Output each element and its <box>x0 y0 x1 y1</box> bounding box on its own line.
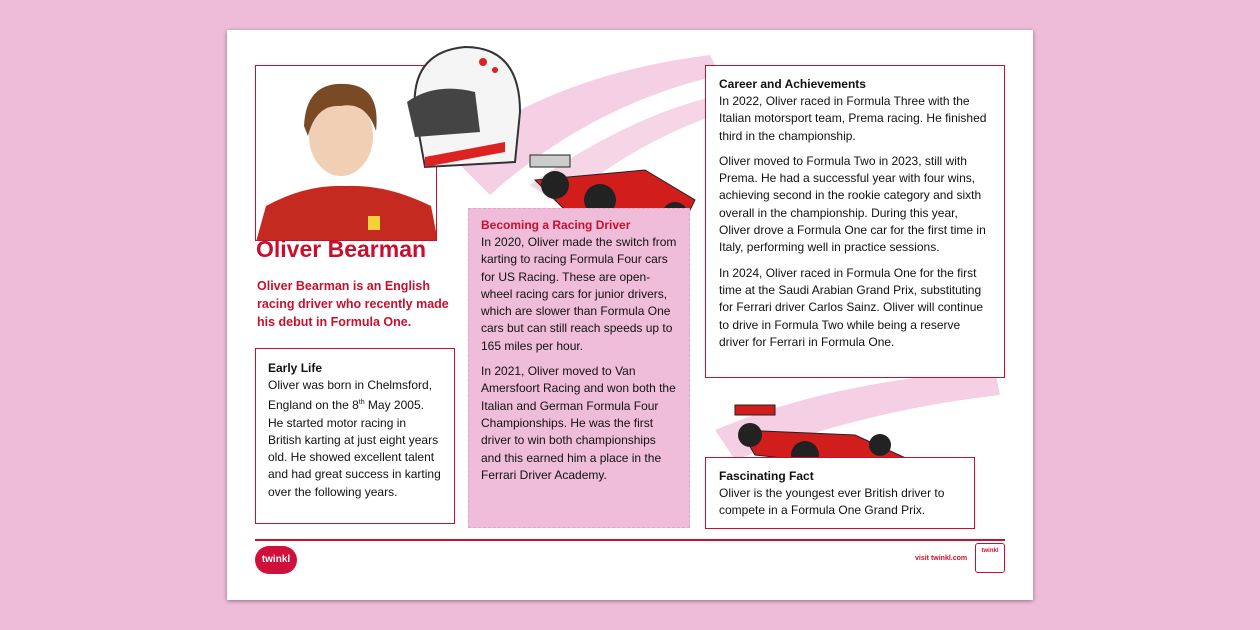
career-box <box>705 65 1005 378</box>
helmet-illustration <box>395 42 525 177</box>
visit-link[interactable]: visit twinkl.com <box>915 555 968 562</box>
becoming-paragraph-1: In 2020, Oliver made the switch from karting to racing Formula Four cars for US Racing. These are open-wheel racing cars for junior drivers, which are slower than Formula One cars but can still reach speeds up to 165 miles per hour. <box>481 235 677 353</box>
fact-box <box>705 457 975 529</box>
ordinal-suffix: th <box>358 399 365 407</box>
career-paragraph-3: In 2024, Oliver raced in Formula One for the first time at the Saudi Arabian Grand Prix, substituting for Ferrari driver Carlos Sainz. Oliver will continue to drive in Formula Two while being a reserve driver for Ferrari in Formula One. <box>719 265 984 349</box>
becoming-driver-box <box>468 208 690 528</box>
career-heading: Career and Achievements <box>719 77 866 91</box>
twinkl-logo: twinkl <box>255 546 297 574</box>
fact-heading: Fascinating Fact <box>719 469 814 483</box>
footer-divider <box>255 539 1005 541</box>
intro-text: Oliver Bearman is an English racing driver who recently made his debut in Formula One. <box>257 279 449 329</box>
career-paragraph-2: Oliver moved to Formula Two in 2023, still with Prema. He had a successful year with four wins, achieving second in the rookie category and sixth overall in the championship. During this year, Oliver drove a Formula One car for the first time in Italy, performing well in practice sessions. <box>719 153 986 255</box>
early-life-box <box>255 348 455 524</box>
quality-badge: twinkl <box>975 543 1005 573</box>
early-life-text <box>268 377 442 501</box>
fact-text: Oliver is the youngest ever British driver to compete in a Formula One Grand Prix. <box>719 486 945 518</box>
becoming-heading: Becoming a Racing Driver <box>481 218 631 232</box>
early-life-heading: Early Life <box>268 361 323 375</box>
early-life-text-b: May 2005. He started motor racing in British karting at just eight years old. He showed excellent talent and had great success in karting over the following years. <box>268 398 441 499</box>
becoming-paragraph-2: In 2021, Oliver moved to Van Amersfoort Racing and won both the Italian and German Formula Four Championships. He was the first driver to win both championships and this earned him a place in the Ferrari Driver Academy. <box>481 364 676 482</box>
early-life-text-a: Oliver was born in Chelmsford, England on the 8 <box>268 378 433 413</box>
page-title: Oliver Bearman <box>256 236 427 262</box>
career-paragraph-1: In 2022, Oliver raced in Formula Three with the Italian motorsport team, Prema racing. He finished third in the championship. <box>719 94 987 143</box>
